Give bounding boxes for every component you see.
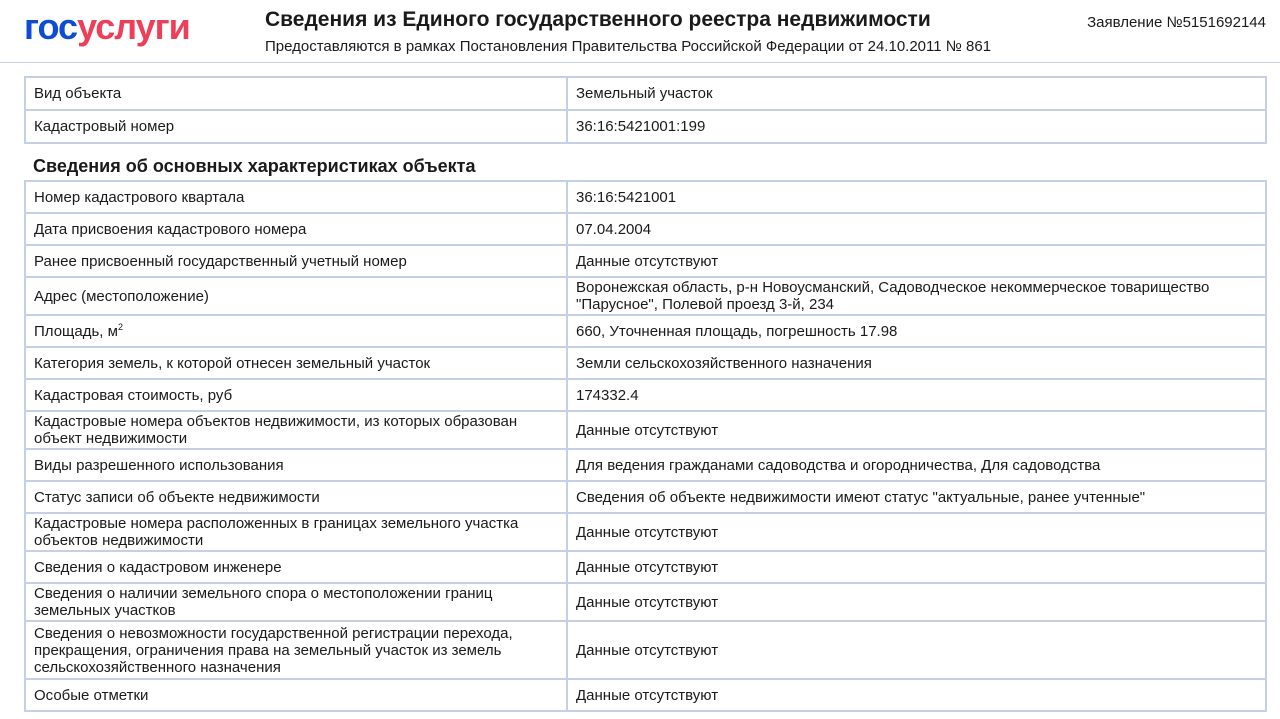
table-row [25,621,1266,679]
object-info-table [24,76,1267,144]
row-value: Данные отсутствуют [567,679,1266,711]
table-row [25,277,1266,315]
row-value: Сведения об объекте недвижимости имеют статус "актуальные, ранее учтенные" [567,481,1266,513]
table-row [25,213,1266,245]
row-key: Сведения о наличии земельного спора о местоположении границ земельных участков [25,583,567,621]
table-row [25,245,1266,277]
document-subtitle: Предоставляются в рамках Постановления Правительства Российской Федерации от 24.10.2011 № 861 [265,38,992,55]
table-row [25,110,1266,143]
row-key: Кадастровые номера объектов недвижимости, из которых образован объект недвижимости [25,411,567,449]
row-value: Воронежская область, р-н Новоусманский, Садоводческое некоммерческое товарищество "Парусное", Полевой проезд 3-й, 234 [567,277,1266,315]
gosuslugi-logo[interactable] [24,6,190,48]
row-key: Вид объекта [25,77,567,110]
table-row [25,315,1266,347]
characteristics-table [24,180,1267,712]
table-row [25,181,1266,213]
table-row [25,551,1266,583]
row-key: Виды разрешенного использования [25,449,567,481]
row-key: Дата присвоения кадастрового номера [25,213,567,245]
row-key: Адрес (местоположение) [25,277,567,315]
row-value: 07.04.2004 [567,213,1266,245]
table-row [25,347,1266,379]
row-value: 174332.4 [567,379,1266,411]
row-key: Кадастровый номер [25,110,567,143]
row-key: Ранее присвоенный государственный учетный номер [25,245,567,277]
row-value: 36:16:5421001 [567,181,1266,213]
row-key: Сведения о кадастровом инженере [25,551,567,583]
header-divider [0,62,1280,63]
application-number: Заявление №5151692144 [1087,14,1266,31]
row-value: Земельный участок [567,77,1266,110]
row-key: Кадастровая стоимость, руб [25,379,567,411]
table-row [25,411,1266,449]
document-header [0,0,1280,64]
row-key: Особые отметки [25,679,567,711]
row-key: Сведения о невозможности государственной регистрации перехода, прекращения, ограничения права на земельный участок из земель сельскохозяйственного назначения [25,621,567,679]
section-title: Сведения об основных характеристиках объекта [33,156,476,176]
row-key: Номер кадастрового квартала [25,181,567,213]
row-value: 660, Уточненная площадь, погрешность 17.98 [567,315,1266,347]
document-title: Сведения из Единого государственного реестра недвижимости [265,8,931,31]
area-label: Площадь, м [34,322,118,340]
table-row [25,583,1266,621]
row-key [25,315,567,347]
row-key: Статус записи об объекте недвижимости [25,481,567,513]
document-body [24,76,1267,712]
table-row [25,449,1266,481]
table-row [25,679,1266,711]
table-row [25,513,1266,551]
row-value: Данные отсутствуют [567,621,1266,679]
row-value: 36:16:5421001:199 [567,110,1266,143]
row-value: Данные отсутствуют [567,245,1266,277]
row-value: Данные отсутствуют [567,411,1266,449]
row-value: Земли сельскохозяйственного назначения [567,347,1266,379]
table-row [25,481,1266,513]
table-row [25,77,1266,110]
row-value: Данные отсутствуют [567,583,1266,621]
row-key: Категория земель, к которой отнесен земельный участок [25,347,567,379]
row-key: Кадастровые номера расположенных в границах земельного участка объектов недвижимости [25,513,567,551]
area-unit-superscript: 2 [117,321,123,332]
logo-part-gos: гос [24,6,78,47]
row-value: Данные отсутствуют [567,551,1266,583]
table-row [25,379,1266,411]
logo-part-uslugi: услуги [77,6,190,47]
row-value: Данные отсутствуют [567,513,1266,551]
row-value: Для ведения гражданами садоводства и огородничества, Для садоводства [567,449,1266,481]
